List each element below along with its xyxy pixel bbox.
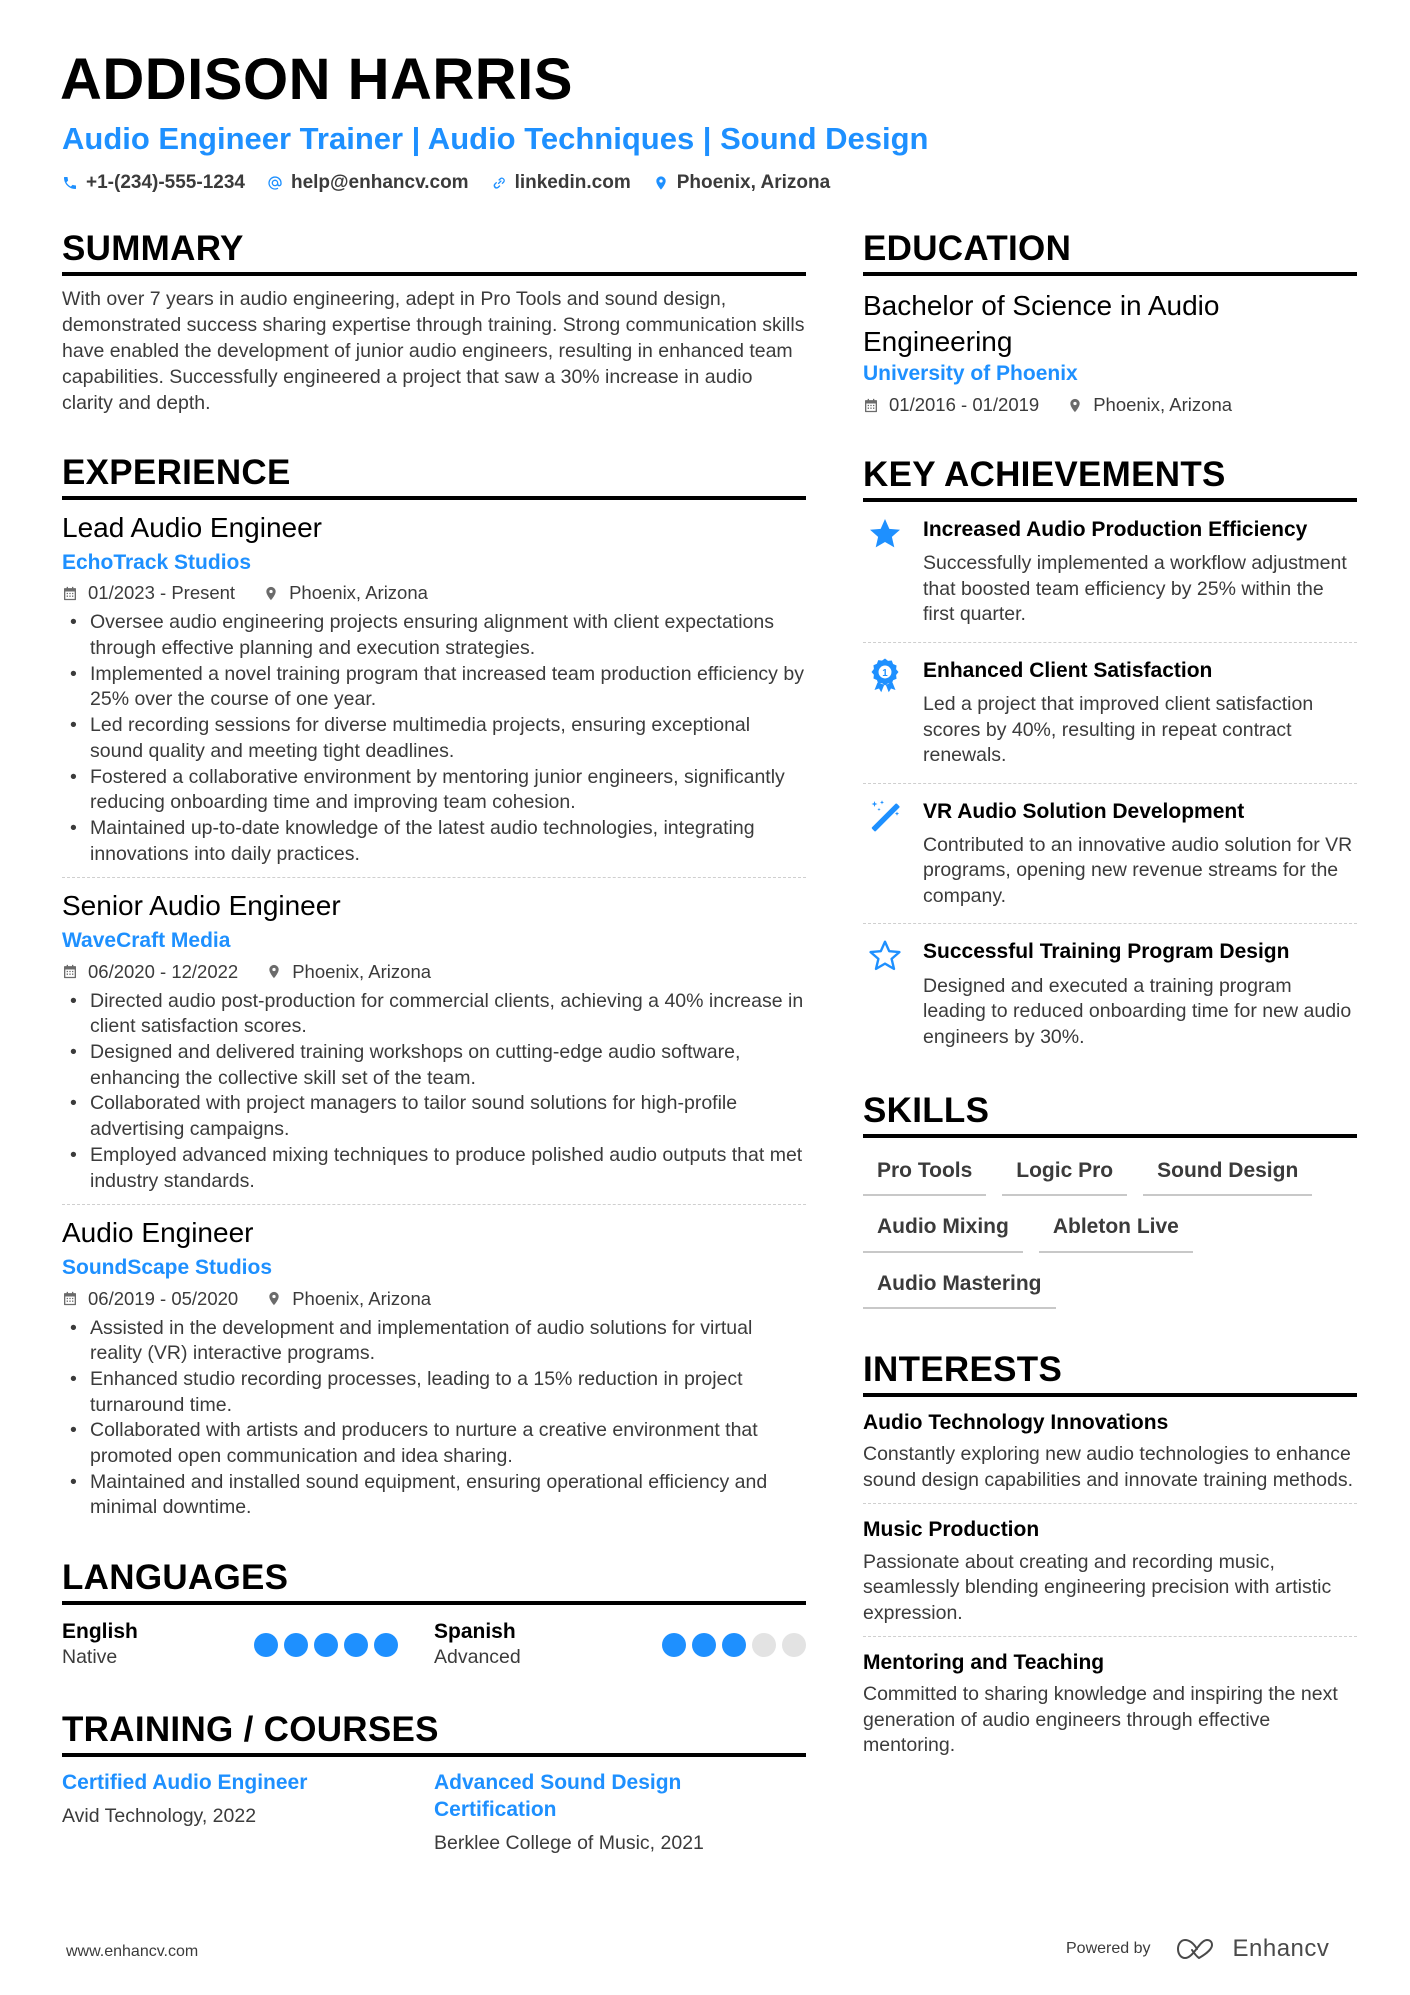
experience-section xyxy=(62,452,806,1531)
job-bullets xyxy=(62,1316,806,1522)
training-provider: Avid Technology, 2022 xyxy=(62,1804,257,1827)
bullet-item: • Oversee audio engineering projects ensuring alignment with client expectations through effective planning and execution strategies. xyxy=(62,610,806,661)
interest-title: Music Production xyxy=(863,1518,1040,1542)
job-meta xyxy=(62,961,806,983)
interest-desc: Constantly exploring new audio technologies to enhance sound design capabilities and innovate training methods. xyxy=(863,1443,1353,1491)
bullet-item: • Directed audio post-production for commercial clients, achieving a 40% increase in client satisfaction scores. xyxy=(62,989,806,1040)
training-title: Certified Audio Engineer xyxy=(62,1770,308,1794)
location-pin-icon xyxy=(266,1290,282,1307)
rating-dot-filled xyxy=(284,1633,308,1657)
section-title-education: EDUCATION xyxy=(863,228,1357,276)
language-name: English xyxy=(62,1620,138,1644)
enhancv-logo-icon xyxy=(1175,1936,1221,1962)
education-section xyxy=(863,228,1357,416)
language-level: Advanced xyxy=(434,1646,521,1669)
achievement-desc: Led a project that improved client satisfaction scores by 40%, resulting in repeat contract renewals. xyxy=(923,693,1314,767)
language-name: Spanish xyxy=(434,1620,516,1644)
brand-name: Enhancv xyxy=(1232,1935,1330,1962)
job-title: Audio Engineer xyxy=(62,1217,254,1249)
section-title-summary: SUMMARY xyxy=(62,228,806,276)
interests-section xyxy=(863,1349,1357,1769)
bullet-item: • Enhanced studio recording processes, leading to a 15% reduction in project turnaround time. xyxy=(62,1367,806,1418)
candidate-subtitle: Audio Engineer Trainer | Audio Techniques | Sound Design xyxy=(62,121,929,156)
job-dates: 06/2020 - 12/2022 xyxy=(88,960,239,982)
bullet-item: • Assisted in the development and implementation of audio solutions for virtual reality (VR) interactive programs. xyxy=(62,1316,806,1367)
bullet-item: • Maintained up-to-date knowledge of the latest audio technologies, integrating innovations into daily practices. xyxy=(62,816,806,867)
bullet-item: • Implemented a novel training program that increased team production efficiency by 25% over the course of one year. xyxy=(62,662,806,713)
job-entry xyxy=(62,500,806,878)
section-title-achievements: KEY ACHIEVEMENTS xyxy=(863,454,1357,502)
star-outline-icon xyxy=(867,938,903,974)
footer-powered xyxy=(1066,1935,1329,1963)
training-list xyxy=(62,1769,806,1856)
rating-dot-filled xyxy=(314,1633,338,1657)
achievement-title: Increased Audio Production Efficiency xyxy=(923,518,1308,541)
email-text: help@enhancv.com xyxy=(290,172,469,193)
achievement-title: VR Audio Solution Development xyxy=(923,799,1245,823)
calendar-icon xyxy=(62,585,78,602)
calendar-icon xyxy=(62,1290,78,1307)
job-company: WaveCraft Media xyxy=(62,929,231,953)
contact-email[interactable] xyxy=(267,172,469,194)
rating-dot-filled xyxy=(344,1633,368,1657)
rating-dot-empty xyxy=(782,1633,806,1657)
achievement-desc: Designed and executed a training program leading to reduced onboarding time for new audio engineers by 30%. xyxy=(923,974,1352,1048)
summary-section xyxy=(62,228,806,416)
languages-list xyxy=(62,1619,806,1671)
job-dates: 01/2023 - Present xyxy=(88,582,236,604)
award-ribbon-icon xyxy=(867,657,903,693)
contact-phone[interactable] xyxy=(62,172,245,194)
skills-list xyxy=(863,1154,1357,1309)
interest-desc: Committed to sharing knowledge and inspiring the next generation of audio engineers through effective mentoring. xyxy=(863,1683,1338,1757)
job-bullets xyxy=(62,989,806,1195)
achievement-item xyxy=(863,784,1357,925)
achievements-section xyxy=(863,454,1357,1064)
education-degree: Bachelor of Science in Audio Engineering xyxy=(863,290,1220,357)
rating-dot-empty xyxy=(752,1633,776,1657)
candidate-name: ADDISON HARRIS xyxy=(60,47,573,112)
interest-item xyxy=(863,1397,1357,1504)
summary-text: With over 7 years in audio engineering, adept in Pro Tools and sound design, demonstrated success sharing expertise through training. Strong communication skills have enabled the development of junior audio engineers, resulting in enhanced team capabilities. Successfully engineered a project that saw a 30% increase in audio clarity and depth. xyxy=(62,288,805,414)
job-location: Phoenix, Arizona xyxy=(289,582,428,604)
location-pin-icon xyxy=(266,963,282,980)
left-column xyxy=(62,228,806,1856)
job-company: SoundScape Studios xyxy=(62,1256,273,1280)
calendar-icon xyxy=(863,397,879,414)
job-dates: 06/2019 - 05/2020 xyxy=(88,1287,239,1309)
languages-section xyxy=(62,1557,806,1671)
job-meta xyxy=(62,582,806,604)
svg-text:1: 1 xyxy=(882,667,888,679)
education-meta xyxy=(863,394,1357,416)
training-section xyxy=(62,1709,806,1856)
interest-title: Mentoring and Teaching xyxy=(863,1651,1105,1675)
job-location: Phoenix, Arizona xyxy=(292,960,432,982)
job-location: Phoenix, Arizona xyxy=(292,1287,432,1309)
section-title-experience: EXPERIENCE xyxy=(62,452,806,500)
bullet-item: • Employed advanced mixing techniques to produce polished audio outputs that met industry standards. xyxy=(62,1143,806,1194)
rating-dot-filled xyxy=(722,1633,746,1657)
language-level: Native xyxy=(62,1646,118,1669)
skill-tag: Audio Mixing xyxy=(863,1210,1023,1252)
language-item xyxy=(434,1619,806,1671)
achievement-title: Successful Training Program Design xyxy=(923,940,1290,964)
bullet-item: • Fostered a collaborative environment by mentoring junior engineers, significantly reducing onboarding time and improving team cohesion. xyxy=(62,765,806,816)
interest-item xyxy=(863,1504,1357,1637)
phone-icon xyxy=(62,175,78,191)
location-pin-icon xyxy=(1067,397,1083,414)
training-provider: Berklee College of Music, 2021 xyxy=(434,1831,704,1854)
location-text: Phoenix, Arizona xyxy=(676,172,831,193)
footer-website[interactable]: www.enhancv.com xyxy=(66,1943,199,1960)
achievement-item xyxy=(863,643,1357,784)
bullet-item: • Designed and delivered training workshops on cutting-edge audio software, enhancing the collective skill set of the team. xyxy=(62,1040,806,1091)
rating-dot-filled xyxy=(254,1633,278,1657)
magic-wand-icon xyxy=(867,798,903,834)
at-icon xyxy=(267,175,283,191)
skills-section xyxy=(863,1090,1357,1309)
calendar-icon xyxy=(62,963,78,980)
section-title-languages: LANGUAGES xyxy=(62,1557,806,1605)
phone-text: +1-(234)-555-1234 xyxy=(86,172,245,193)
rating-dot-filled xyxy=(374,1633,398,1657)
link-icon xyxy=(491,175,507,191)
skill-tag: Ableton Live xyxy=(1039,1210,1193,1252)
skill-tag: Logic Pro xyxy=(1002,1154,1127,1196)
star-filled-icon xyxy=(867,516,903,552)
education-location: Phoenix, Arizona xyxy=(1093,394,1233,415)
bullet-item: • Maintained and installed sound equipment, ensuring operational efficiency and minimal downtime. xyxy=(62,1470,806,1521)
job-title: Lead Audio Engineer xyxy=(62,512,322,543)
brand-logo[interactable] xyxy=(1175,1935,1330,1963)
bullet-item: • Collaborated with project managers to tailor sound solutions for high-profile advertising campaigns. xyxy=(62,1091,806,1142)
job-title: Senior Audio Engineer xyxy=(62,890,341,922)
achievement-desc: Successfully implemented a workflow adjustment that boosted team efficiency by 25% within the first quarter. xyxy=(923,552,1347,626)
bullet-item: • Led recording sessions for diverse multimedia projects, ensuring exceptional sound quality and meeting tight deadlines. xyxy=(62,713,806,764)
job-entry xyxy=(62,878,806,1205)
section-title-training: TRAINING / COURSES xyxy=(62,1709,806,1757)
location-pin-icon xyxy=(263,585,279,602)
link-text: linkedin.com xyxy=(514,172,631,193)
education-dates: 01/2016 - 01/2019 xyxy=(889,394,1040,415)
job-company: EchoTrack Studios xyxy=(62,551,252,574)
powered-by-label: Powered by xyxy=(1066,1940,1151,1957)
training-title: Advanced Sound Design Certification xyxy=(434,1770,682,1821)
training-item xyxy=(62,1769,434,1856)
training-item xyxy=(434,1769,806,1856)
achievement-desc: Contributed to an innovative audio solution for VR programs, opening new revenue streams for the company. xyxy=(923,833,1353,907)
location-pin-icon xyxy=(653,175,669,191)
contact-location xyxy=(653,172,830,194)
rating-dot-filled xyxy=(662,1633,686,1657)
skill-tag: Sound Design xyxy=(1143,1154,1312,1196)
section-title-interests: INTERESTS xyxy=(863,1349,1357,1397)
bullet-item: • Collaborated with artists and producers to nurture a creative environment that promoted open communication and idea sharing. xyxy=(62,1418,806,1469)
education-school: University of Phoenix xyxy=(863,362,1078,385)
interest-desc: Passionate about creating and recording music, seamlessly blending engineering precision with artistic expression. xyxy=(863,1550,1332,1624)
right-column xyxy=(863,228,1357,1769)
skill-tag: Pro Tools xyxy=(863,1154,986,1196)
achievement-title: Enhanced Client Satisfaction xyxy=(923,658,1213,682)
job-entry xyxy=(62,1205,806,1531)
interest-title: Audio Technology Innovations xyxy=(863,1410,1169,1434)
section-title-skills: SKILLS xyxy=(863,1090,1357,1138)
job-meta xyxy=(62,1288,806,1310)
language-rating xyxy=(254,1633,398,1657)
language-rating xyxy=(662,1633,806,1657)
contact-bar xyxy=(62,172,830,194)
achievement-item xyxy=(863,502,1357,643)
job-bullets xyxy=(62,610,806,867)
interest-item xyxy=(863,1637,1357,1769)
achievement-item xyxy=(863,924,1357,1064)
rating-dot-filled xyxy=(692,1633,716,1657)
language-item xyxy=(62,1619,434,1671)
contact-link[interactable] xyxy=(491,172,631,194)
skill-tag: Audio Mastering xyxy=(863,1267,1056,1309)
